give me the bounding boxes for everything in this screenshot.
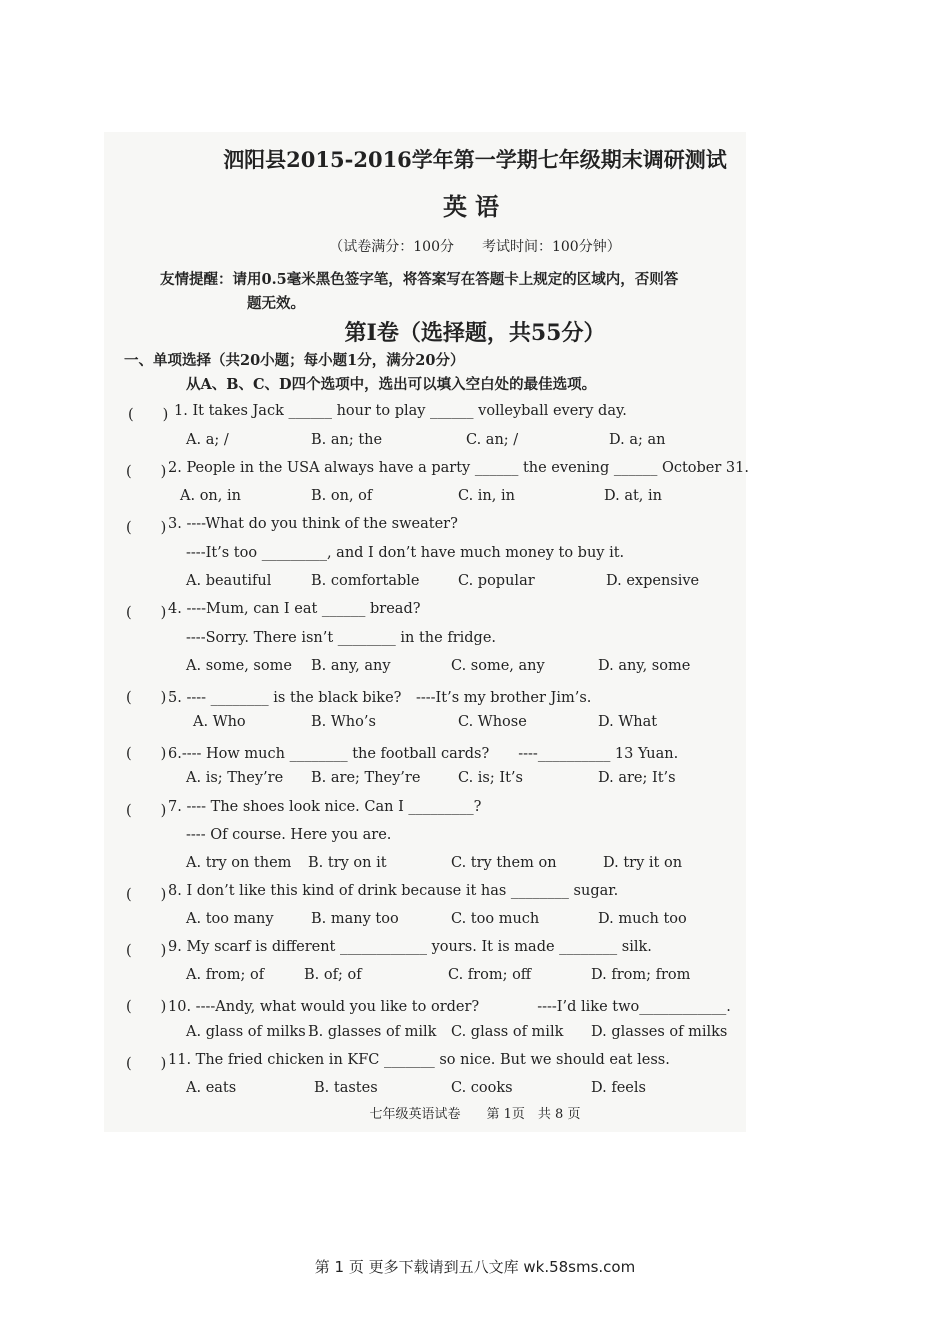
option: B. comfortable [311, 573, 420, 589]
option: A. on, in [180, 488, 241, 504]
question-stem: 10. ----Andy, what would you like to order? ----I’d like two____________. [168, 999, 731, 1015]
option: B. try on it [308, 855, 387, 871]
option: C. an; / [466, 432, 519, 448]
option: D. any, some [598, 658, 691, 674]
download-note: 第 1 页 更多下载请到五八文库 wk.58sms.com [314, 1258, 636, 1276]
option: C. glass of milk [451, 1024, 564, 1040]
option: C. too much [451, 911, 540, 927]
question-stem: 6.---- How much ________ the football cards? ----__________ 13 Yuan. [168, 746, 679, 762]
friendly-tip [160, 268, 678, 316]
exam-title: 泗阳县2015-2016学年第一学期七年级期末调研测试 [223, 147, 727, 172]
option: D. glasses of milks [591, 1024, 728, 1040]
option: A. glass of milks [186, 1024, 306, 1040]
question-stem-line-2: ----It’s too _________, and I don’t have much money to buy it. [186, 545, 625, 561]
option: B. are; They’re [311, 770, 421, 786]
question-stem-line-2: ---- Of course. Here you are. [186, 827, 392, 843]
question-stem: 4. ----Mum, can I eat ______ bread? [168, 601, 421, 617]
option: A. too many [186, 911, 274, 927]
option: B. an; the [311, 432, 383, 448]
option: C. try them on [451, 855, 557, 871]
option: D. feels [591, 1080, 646, 1096]
page-footer: 七年级英语试卷 第 1页 共 8 页 [369, 1107, 581, 1122]
option: D. a; an [609, 432, 666, 448]
option: C. popular [458, 573, 535, 589]
answer-bracket: ( ) [126, 1056, 167, 1072]
part-title: 一、单项选择（共20小题；每小题1分，满分20分） [124, 352, 465, 369]
option: D. What [598, 714, 658, 730]
option: C. cooks [451, 1080, 513, 1096]
option: B. of; of [304, 967, 362, 983]
answer-bracket: ( ) [126, 464, 167, 480]
option: A. try on them [186, 855, 292, 871]
question-stem-line-2: ----Sorry. There isn’t ________ in the fridge. [186, 630, 497, 646]
answer-bracket: ( ) [126, 520, 167, 536]
section-title: 第I卷（选择题，共55分） [344, 320, 606, 346]
answer-bracket: ( ) [126, 999, 167, 1015]
option: C. Whose [458, 714, 527, 730]
answer-bracket: ( ) [126, 943, 167, 959]
tip-line-1: 友情提醒：请用0.5毫米黑色签字笔，将答案写在答题卡上规定的区域内，否则答 [160, 271, 679, 288]
option: C. is; It’s [458, 770, 523, 786]
answer-bracket: ( ) [126, 887, 167, 903]
question-stem: 8. I don’t like this kind of drink because it has ________ sugar. [168, 883, 619, 899]
option: D. expensive [606, 573, 700, 589]
answer-bracket: ( ) [126, 746, 167, 762]
option: A. some, some [186, 658, 292, 674]
instruction: 从A、B、C、D四个选项中，选出可以填入空白处的最佳选项。 [186, 376, 597, 393]
option: D. at, in [604, 488, 662, 504]
answer-bracket: ( ) [126, 605, 167, 621]
option: D. from; from [591, 967, 691, 983]
option: D. much too [598, 911, 687, 927]
option: A. is; They’re [186, 770, 284, 786]
option: B. many too [311, 911, 399, 927]
question-stem: 5. ---- ________ is the black bike? ----It’s my brother Jim’s. [168, 690, 592, 706]
option: C. from; off [448, 967, 532, 983]
option: D. are; It’s [598, 770, 676, 786]
option: A. from; of [186, 967, 265, 983]
subject-title: 英语 [443, 192, 507, 221]
answer-bracket: ( ) [126, 690, 167, 706]
option: A. beautiful [186, 573, 272, 589]
option: B. glasses of milk [308, 1024, 437, 1040]
option: B. Who’s [311, 714, 376, 730]
answer-bracket: ( ) [128, 407, 169, 423]
option: C. in, in [458, 488, 515, 504]
option: A. a; / [186, 432, 229, 448]
option: B. on, of [311, 488, 373, 504]
answer-bracket: ( ) [126, 803, 167, 819]
option: A. Who [193, 714, 246, 730]
question-stem: 9. My scarf is different ____________ yours. It is made ________ silk. [168, 939, 652, 955]
tip-line-2: 题无效。 [247, 295, 305, 312]
question-stem: 1. It takes Jack ______ hour to play ______ volleyball every day. [174, 403, 627, 419]
option: A. eats [186, 1080, 237, 1096]
question-stem: 3. ----What do you think of the sweater? [168, 516, 458, 532]
question-stem: 7. ---- The shoes look nice. Can I _________? [168, 799, 482, 815]
question-stem: 11. The fried chicken in KFC _______ so nice. But we should eat less. [168, 1052, 670, 1068]
option: C. some, any [451, 658, 545, 674]
question-stem: 2. People in the USA always have a party ______ the evening ______ October 31. [168, 460, 749, 476]
option: D. try it on [603, 855, 683, 871]
option: B. any, any [311, 658, 391, 674]
option: B. tastes [314, 1080, 378, 1096]
exam-meta: （试卷满分：100分 考试时间：100分钟） [329, 239, 621, 255]
